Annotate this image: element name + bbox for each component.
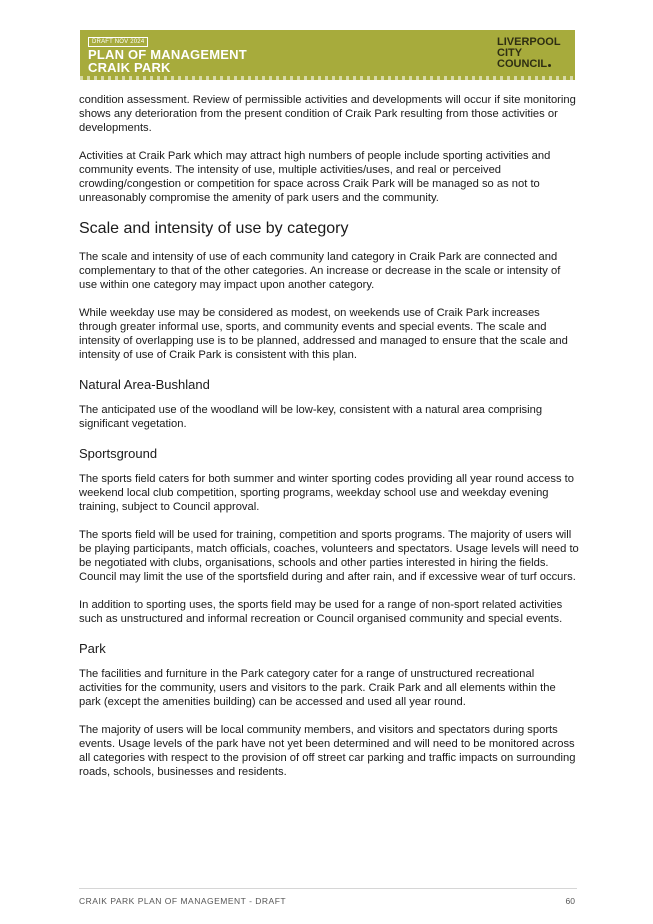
logo-line-1: LIVERPOOL [497,36,561,48]
body-paragraph: The facilities and furniture in the Park category cater for a range of unstructured recreational activities for the community, users and visitors to the park. Craik Park and all elements within the park (except the amenities building) can be accessed and used all year round. [79,668,556,708]
body-paragraph: The majority of users will be local community members, and visitors and spectators during sports events. Usage levels of the park have not yet been determined and will need to be monitored across all categories with respect to the provision of off street car parking and traffic impacts on surrounding roads, schools, businesses and residents. [79,724,576,778]
section-heading: Scale and intensity of use by category [79,220,349,237]
council-logo [497,37,567,70]
body-paragraph: In addition to sporting uses, the sports field may be used for a range of non-sport related activities such as unstructured and informal recreation or Council organised community and special events. [79,599,563,625]
body-paragraph: Activities at Craik Park which may attract high numbers of people include sporting activities and community events. The intensity of use, multiple activities/uses, and real or perceived crowding/congestion or competition for space across Craik Park will be managed so as not to unreasonably compromise the amenity of park users and the community. [79,150,551,204]
header-banner [80,30,575,80]
subsection-heading: Park [79,641,106,656]
subsection-heading: Natural Area-Bushland [79,377,210,392]
body-paragraph: The sports field will be used for training, competition and sports programs. The majority of users will be playing participants, match officials, coaches, volunteers and spectators. Usage levels will need to be negotiated with clubs, organisations, schools and other parties interested in hiring the fields. Council may limit the use of the sportsfield during and after rain, and if excessive wear of turf occurs. [79,529,579,583]
main-content [79,93,579,793]
logo-line-3: COUNCIL [497,59,567,70]
body-paragraph: The scale and intensity of use of each community land category in Craik Park are connected and complementary to that of the other categories. An increase or decrease in the scale or intensity of use within one category may impact upon another category. [79,251,561,291]
body-paragraph: The anticipated use of the woodland will be low-key, consistent with a natural area comprising significant vegetation. [79,404,543,430]
draft-badge: DRAFT NOV 2024 [88,37,148,47]
body-paragraph: While weekday use may be considered as modest, on weekends use of Craik Park increases through greater informal use, sports, and community events and special events. The scale and intensity of overlapping use is to be planned, addressed and managed to ensure that the scale and intensity of use of Craik Park is consistent with this plan. [79,307,568,361]
park-title: CRAIK PARK [88,60,171,75]
subsection-heading: Sportsground [79,446,158,461]
footer-divider [79,888,577,889]
body-paragraph: condition assessment. Review of permissible activities and developments will occur if site monitoring shows any deterioration from the present condition of Craik Park resulting from those activities or developments. [79,94,576,134]
page-number: 60 [565,896,575,906]
logo-dot-icon [548,64,551,67]
logo-line-2: CITY [497,47,523,59]
body-paragraph: The sports field caters for both summer and winter sporting codes providing all year round access to weekend local club competition, sporting programs, weekday school use and weekday evening training, subject to Council approval. [79,473,574,513]
footer-document-title: CRAIK PARK PLAN OF MANAGEMENT - DRAFT [79,896,287,906]
plan-title: PLAN OF MANAGEMENT [88,47,247,62]
